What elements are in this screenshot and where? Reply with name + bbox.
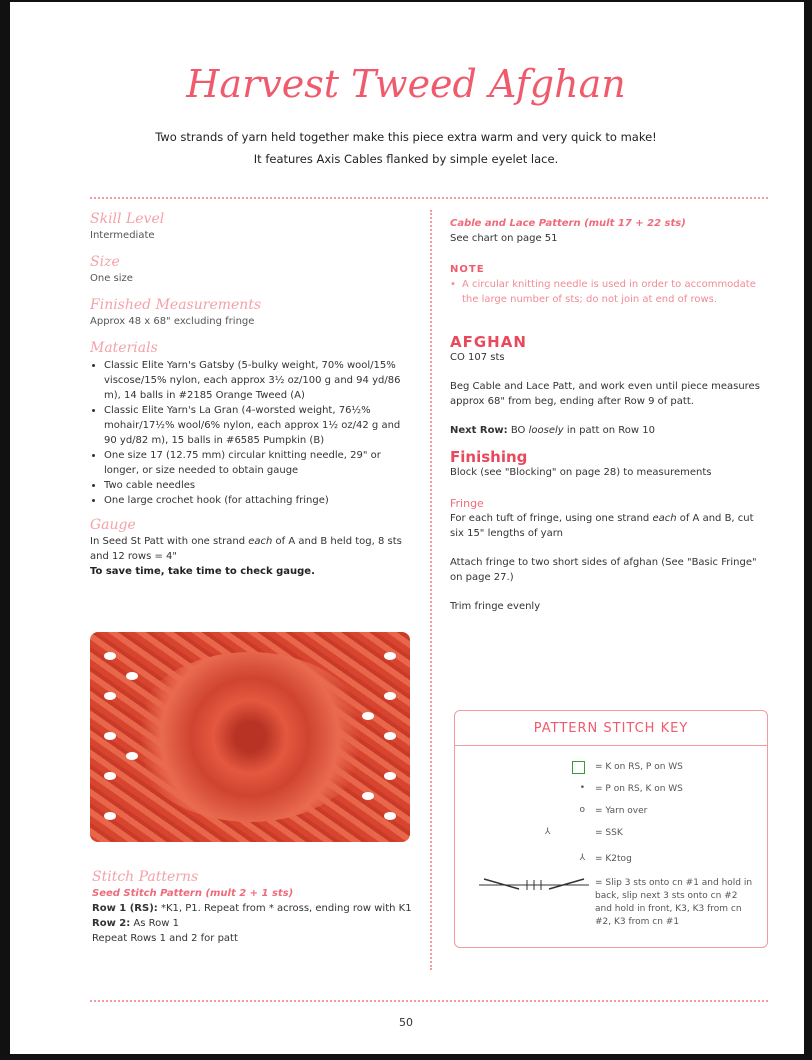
swatch-photo — [90, 632, 410, 842]
scan-border-bottom — [0, 1054, 812, 1060]
afghan-co: CO 107 sts — [450, 352, 505, 363]
finishing-text: Block (see "Blocking" on page 28) to measurements — [450, 467, 712, 478]
cable-text: See chart on page 51 — [450, 233, 558, 244]
k2tog-icon: ⅄ — [579, 853, 585, 863]
row2-text: As Row 1 — [130, 918, 179, 929]
size-heading: Size — [90, 254, 120, 270]
row1-line — [92, 901, 412, 916]
row2-line — [92, 916, 412, 931]
gauge-text-em: each — [248, 536, 273, 547]
gauge-note: To save time, take time to check gauge. — [90, 566, 315, 577]
gauge-text-pre: In Seed St Patt with one strand — [90, 536, 249, 547]
row1-text: *K1, P1. Repeat from * across, ending row with K1 — [157, 903, 412, 914]
cable-icon — [479, 877, 589, 893]
skill-text: Intermediate — [90, 230, 155, 241]
fringe-trim: Trim fringe evenly — [450, 601, 541, 612]
cable-title: Cable and Lace Pattern (mult 17 + 22 sts) — [450, 218, 686, 229]
intro-text — [0, 126, 812, 170]
left-column — [90, 212, 410, 579]
next-row-line — [450, 423, 768, 438]
fringe-text — [450, 511, 768, 541]
key-row-text: = SSK — [595, 828, 623, 838]
key-row-text: = Slip 3 sts onto cn #1 and hold in back, slip next 3 sts onto cn #2 and hold in front, K3, K3 from cn #2, K3 from cn #1 — [595, 878, 753, 927]
key-row-text: = P on RS, K on WS — [595, 784, 683, 794]
next-row-label: Next Row: — [450, 425, 508, 436]
square-icon — [545, 761, 585, 777]
note-body: A circular knitting needle is used in order to accommodate the large number of sts; do not join at end of rows. — [462, 279, 756, 305]
yarn-over-icon: o — [579, 805, 585, 815]
page-number: 50 — [399, 1016, 413, 1029]
measurements-text: Approx 48 x 68" excluding fringe — [90, 316, 255, 327]
gauge-text-post: of A and B held tog, 8 sts and 12 rows = 4" — [90, 536, 402, 562]
materials-item: • Classic Elite Yarn's La Gran (4-worsted weight, 76½% mohair/17½% wool/6% nylon, each approx 1½ oz/42 g and 90 yd/82 m), 15 balls in #6585 Pumpkin (B) — [104, 403, 410, 448]
column-divider — [430, 210, 432, 970]
pattern-stitch-key — [454, 710, 768, 948]
bottom-divider — [90, 1000, 768, 1002]
skill-heading: Skill Level — [90, 211, 165, 227]
stitch-patterns — [92, 870, 412, 946]
note-label: NOTE — [450, 264, 485, 275]
page-title: Harvest Tweed Afghan — [186, 62, 626, 106]
gauge-heading: Gauge — [90, 517, 136, 533]
fringe-attach: Attach fringe to two short sides of afghan (See "Basic Fringe" on page 27.) — [450, 557, 757, 583]
materials-heading: Materials — [90, 340, 158, 356]
materials-item: • One large crochet hook (for attaching fringe) — [104, 493, 410, 508]
repeat-text: Repeat Rows 1 and 2 for patt — [92, 933, 238, 944]
scan-border-top — [0, 0, 812, 2]
next-row-pre: BO — [507, 425, 529, 436]
key-row-text: = Yarn over — [595, 806, 648, 816]
fringe-heading: Fringe — [450, 497, 484, 510]
ssk-icon: ⅄ — [545, 827, 551, 837]
materials-item: • Two cable needles — [104, 478, 410, 493]
dot-icon: • — [579, 783, 585, 793]
fringe-pre: For each tuft of fringe, using one strand — [450, 513, 653, 524]
materials-item: • One size 17 (12.75 mm) circular knitting needle, 29" or longer, or size needed to obtain gauge — [104, 448, 410, 478]
row1-label: Row 1 (RS): — [92, 903, 158, 914]
fringe-em: each — [652, 513, 677, 524]
finishing-heading: Finishing — [450, 448, 528, 466]
seed-stitch-title: Seed Stitch Pattern (mult 2 + 1 sts) — [92, 888, 294, 899]
note-text: • A circular knitting needle is used in order to accommodate the large number of sts; do not join at end of rows. — [450, 279, 756, 305]
intro-line-2: It features Axis Cables flanked by simple eyelet lace. — [253, 152, 559, 166]
key-title-rule — [455, 745, 767, 746]
row2-label: Row 2: — [92, 918, 131, 929]
materials-list — [90, 358, 410, 508]
top-divider — [90, 197, 768, 199]
gauge-text — [90, 534, 410, 564]
key-row-text: = K on RS, P on WS — [595, 762, 683, 772]
right-column — [450, 216, 768, 614]
measurements-heading: Finished Measurements — [90, 297, 262, 313]
fringe-post: of A and B, cut six 15" lengths of yarn — [450, 513, 754, 539]
size-text: One size — [90, 273, 133, 284]
next-row-post: in patt on Row 10 — [563, 425, 655, 436]
next-row-em: loosely — [528, 425, 564, 436]
stitch-heading: Stitch Patterns — [92, 869, 199, 885]
materials-item: • Classic Elite Yarn's Gatsby (5-bulky weight, 70% wool/15% viscose/15% nylon, each approx 3½ oz/100 g and 94 yd/86 m), 14 balls in #2185 Orange Tweed (A) — [104, 358, 410, 403]
afghan-heading: AFGHAN — [450, 333, 527, 351]
intro-line-1: Two strands of yarn held together make this piece extra warm and very quick to make! — [155, 130, 657, 144]
key-title: PATTERN STITCH KEY — [533, 721, 689, 736]
key-row-text: = K2tog — [595, 854, 632, 864]
afghan-instructions: Beg Cable and Lace Patt, and work even until piece measures approx 68" from beg, ending after Row 9 of patt. — [450, 381, 760, 407]
swatch-cable — [130, 652, 370, 822]
